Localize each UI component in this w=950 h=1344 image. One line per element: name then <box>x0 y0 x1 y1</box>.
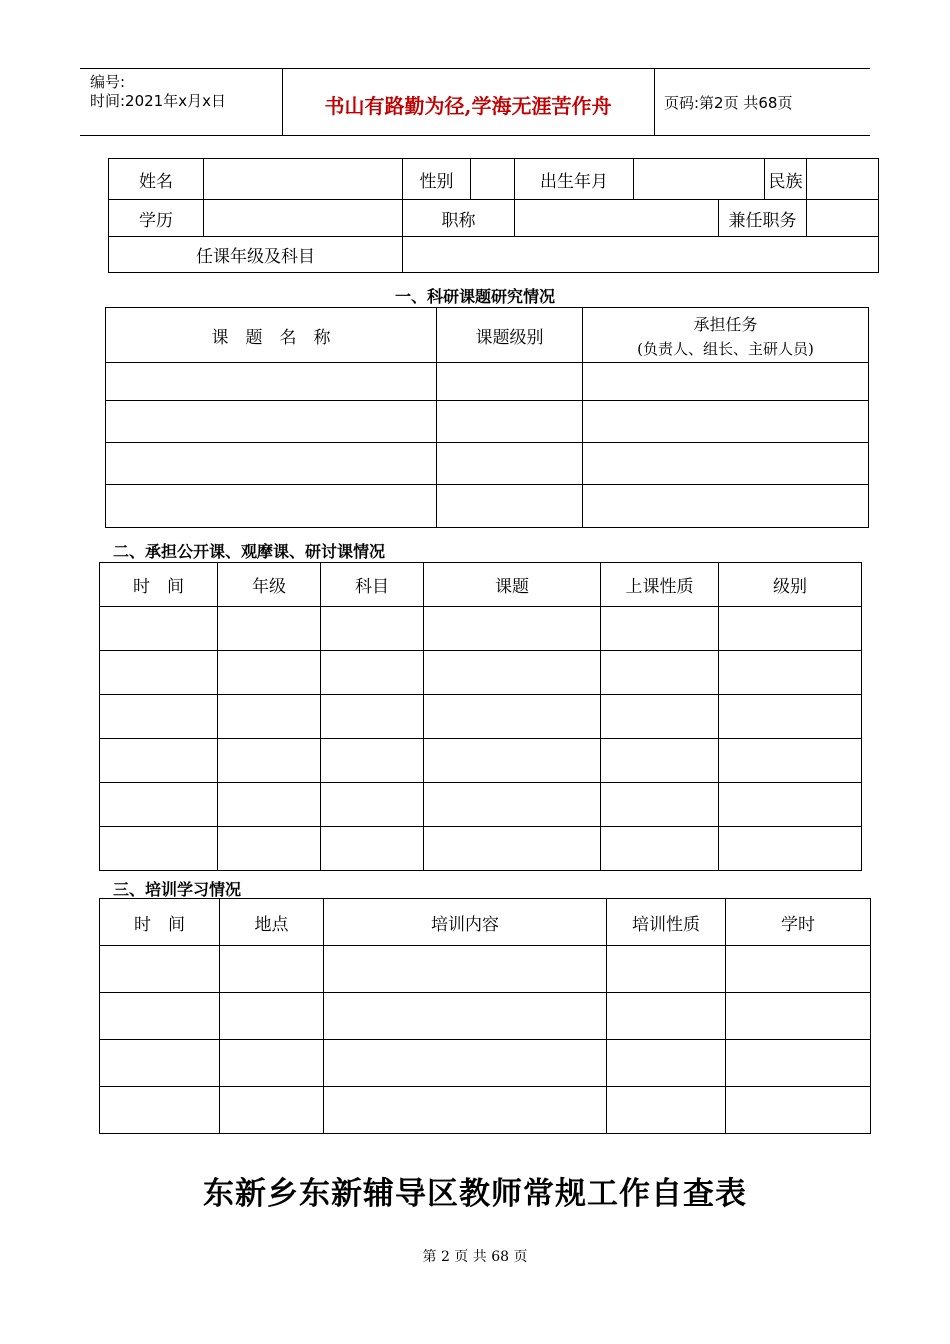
birth-label: 出生年月 <box>515 159 634 200</box>
table-row <box>106 443 869 485</box>
section1-heading: 一、科研课题研究情况 <box>394 287 555 306</box>
education-value[interactable] <box>204 200 403 237</box>
ethnicity-label: 民族 <box>765 159 807 200</box>
table-row <box>106 401 869 443</box>
open-class-table <box>99 562 862 871</box>
table-row <box>106 485 869 528</box>
open-class-col-nature: 上课性质 <box>601 563 719 607</box>
name-value[interactable] <box>204 159 403 200</box>
info-table <box>108 158 879 273</box>
research-col-task-sub: (负责人、组长、主研人员) <box>637 339 814 358</box>
open-class-col-time: 时 间 <box>100 563 218 607</box>
research-col-name: 课 题 名 称 <box>106 308 437 363</box>
table-row <box>100 739 862 783</box>
table-row <box>100 993 871 1040</box>
doc-number-label: 编号: <box>90 73 126 91</box>
grade-subject-value[interactable] <box>403 237 879 273</box>
training-col-time: 时 间 <box>100 899 220 946</box>
header-motto: 书山有路勤为径,学海无涯苦作舟 <box>324 94 612 118</box>
open-class-col-subject: 科目 <box>321 563 424 607</box>
table-row <box>100 783 862 827</box>
header-page-info: 页码:第2页 共68页 <box>664 94 793 112</box>
education-label: 学历 <box>109 200 204 237</box>
gender-label: 性别 <box>403 159 471 200</box>
training-col-hours: 学时 <box>726 899 871 946</box>
birth-value[interactable] <box>634 159 765 200</box>
training-col-content: 培训内容 <box>324 899 607 946</box>
table-row <box>100 607 862 651</box>
header-bottom-rule <box>80 135 870 136</box>
title-label: 职称 <box>403 200 515 237</box>
concurrent-post-label: 兼任职务 <box>719 200 807 237</box>
training-table <box>99 898 871 1134</box>
doc-time-label: 时间:2021年x月x日 <box>90 92 226 110</box>
name-label: 姓名 <box>109 159 204 200</box>
open-class-col-level: 级别 <box>719 563 862 607</box>
table-row <box>100 695 862 739</box>
table-row <box>100 946 871 993</box>
research-col-task <box>583 308 869 363</box>
training-col-nature: 培训性质 <box>607 899 726 946</box>
concurrent-post-value[interactable] <box>807 200 879 237</box>
table-row <box>100 651 862 695</box>
section2-heading: 二、承担公开课、观摩课、研讨课情况 <box>113 542 386 561</box>
page-footer: 第 2 页 共 68 页 <box>422 1249 528 1265</box>
title-value[interactable] <box>515 200 719 237</box>
grade-subject-label: 任课年级及科目 <box>109 237 403 273</box>
table-row <box>100 1040 871 1087</box>
research-table <box>105 307 869 528</box>
research-col-level: 课题级别 <box>437 308 583 363</box>
table-row <box>106 363 869 401</box>
header-divider <box>654 68 655 135</box>
section3-heading: 三、培训学习情况 <box>113 880 242 899</box>
open-class-col-topic: 课题 <box>424 563 601 607</box>
ethnicity-value[interactable] <box>807 159 879 200</box>
open-class-col-grade: 年级 <box>218 563 321 607</box>
document-title: 东新乡东新辅导区教师常规工作自查表 <box>203 1176 747 1212</box>
training-col-location: 地点 <box>220 899 324 946</box>
table-row <box>100 1087 871 1134</box>
gender-value[interactable] <box>471 159 515 200</box>
header-top-rule <box>80 68 870 69</box>
research-col-task-label: 承担任务 <box>693 314 758 334</box>
table-row <box>100 827 862 871</box>
